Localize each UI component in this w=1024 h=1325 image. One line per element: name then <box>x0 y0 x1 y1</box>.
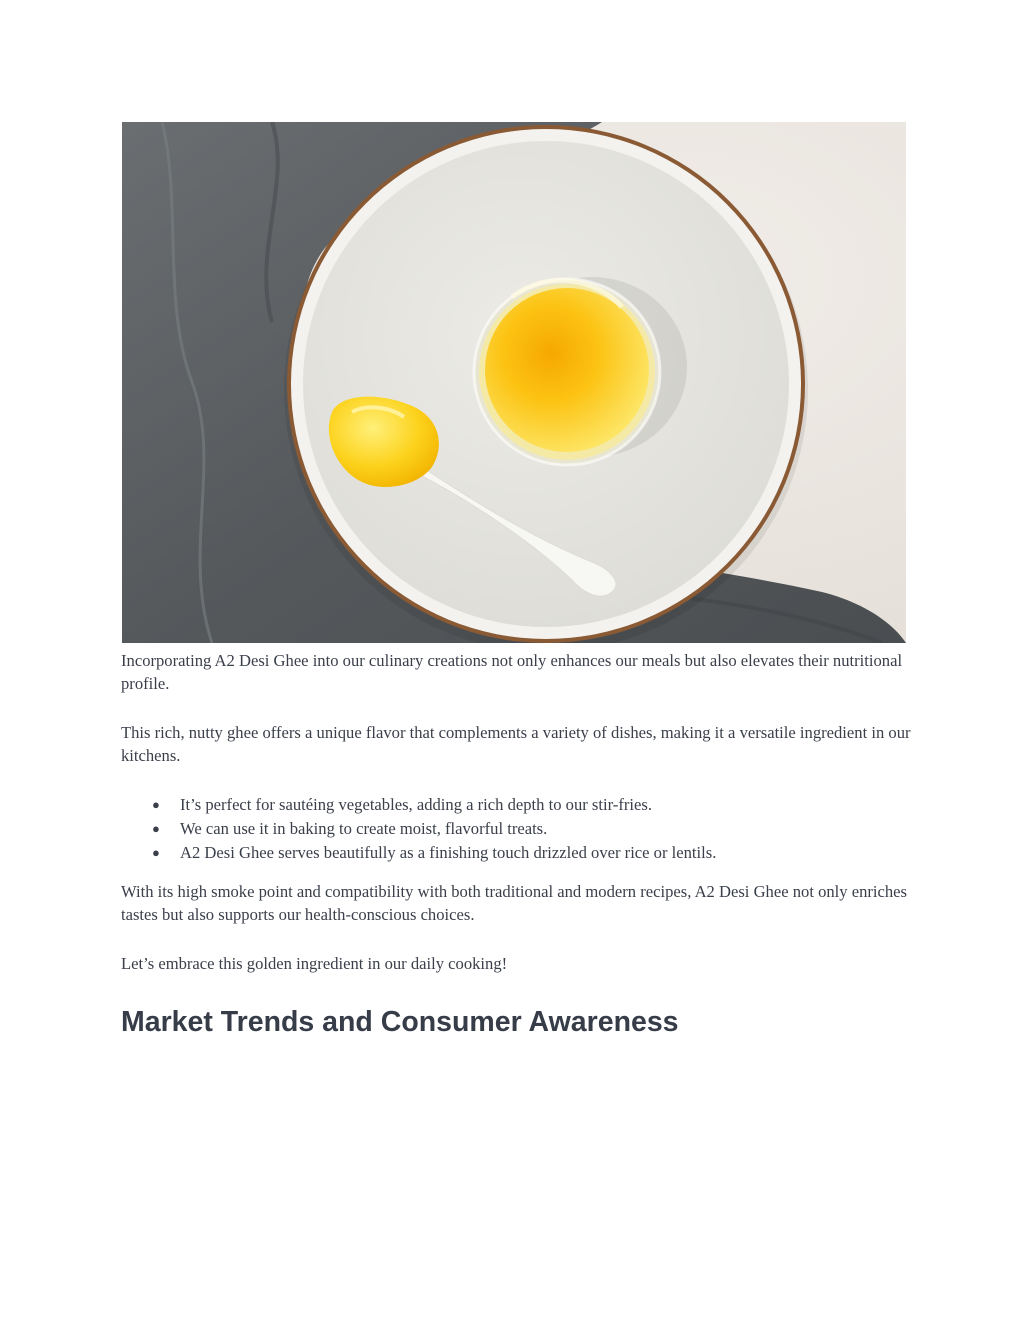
list-item <box>121 841 911 865</box>
list-item-text: It’s perfect for sautéing vegetables, adding a rich depth to our stir-fries. <box>180 795 652 814</box>
list-item-text: We can use it in baking to create moist, flavorful treats. <box>180 818 548 838</box>
intro-paragraph: Incorporating A2 Desi Ghee into our culinary creations not only enhances our meals but also elevates their nutritional profile. <box>121 651 903 693</box>
list-item <box>121 817 911 841</box>
smoke-point-paragraph: With its high smoke point and compatibility with both traditional and modern recipes, A2 Desi Ghee not only enriches tastes but also supports our health-conscious choices. <box>121 882 908 925</box>
list-item-text: A2 Desi Ghee serves beautifully as a finishing touch drizzled over rice or lentils. <box>180 842 717 862</box>
embrace-paragraph: Let’s embrace this golden ingredient in our daily cooking! <box>121 954 508 974</box>
ghee-photo <box>122 122 906 643</box>
ghee-illustration <box>122 122 906 643</box>
list-item <box>121 793 911 817</box>
usage-list <box>121 793 911 864</box>
flavor-paragraph: This rich, nutty ghee offers a unique flavor that complements a variety of dishes, making it a versatile ingredient in our kitchens. <box>121 723 911 765</box>
bullet-icon: ● <box>152 820 160 836</box>
bullet-icon: ● <box>152 797 160 812</box>
ghee-in-jar <box>485 288 649 452</box>
article-content <box>121 649 911 1039</box>
bullet-icon: ● <box>152 844 160 860</box>
section-heading: Market Trends and Consumer Awareness <box>121 1006 679 1039</box>
